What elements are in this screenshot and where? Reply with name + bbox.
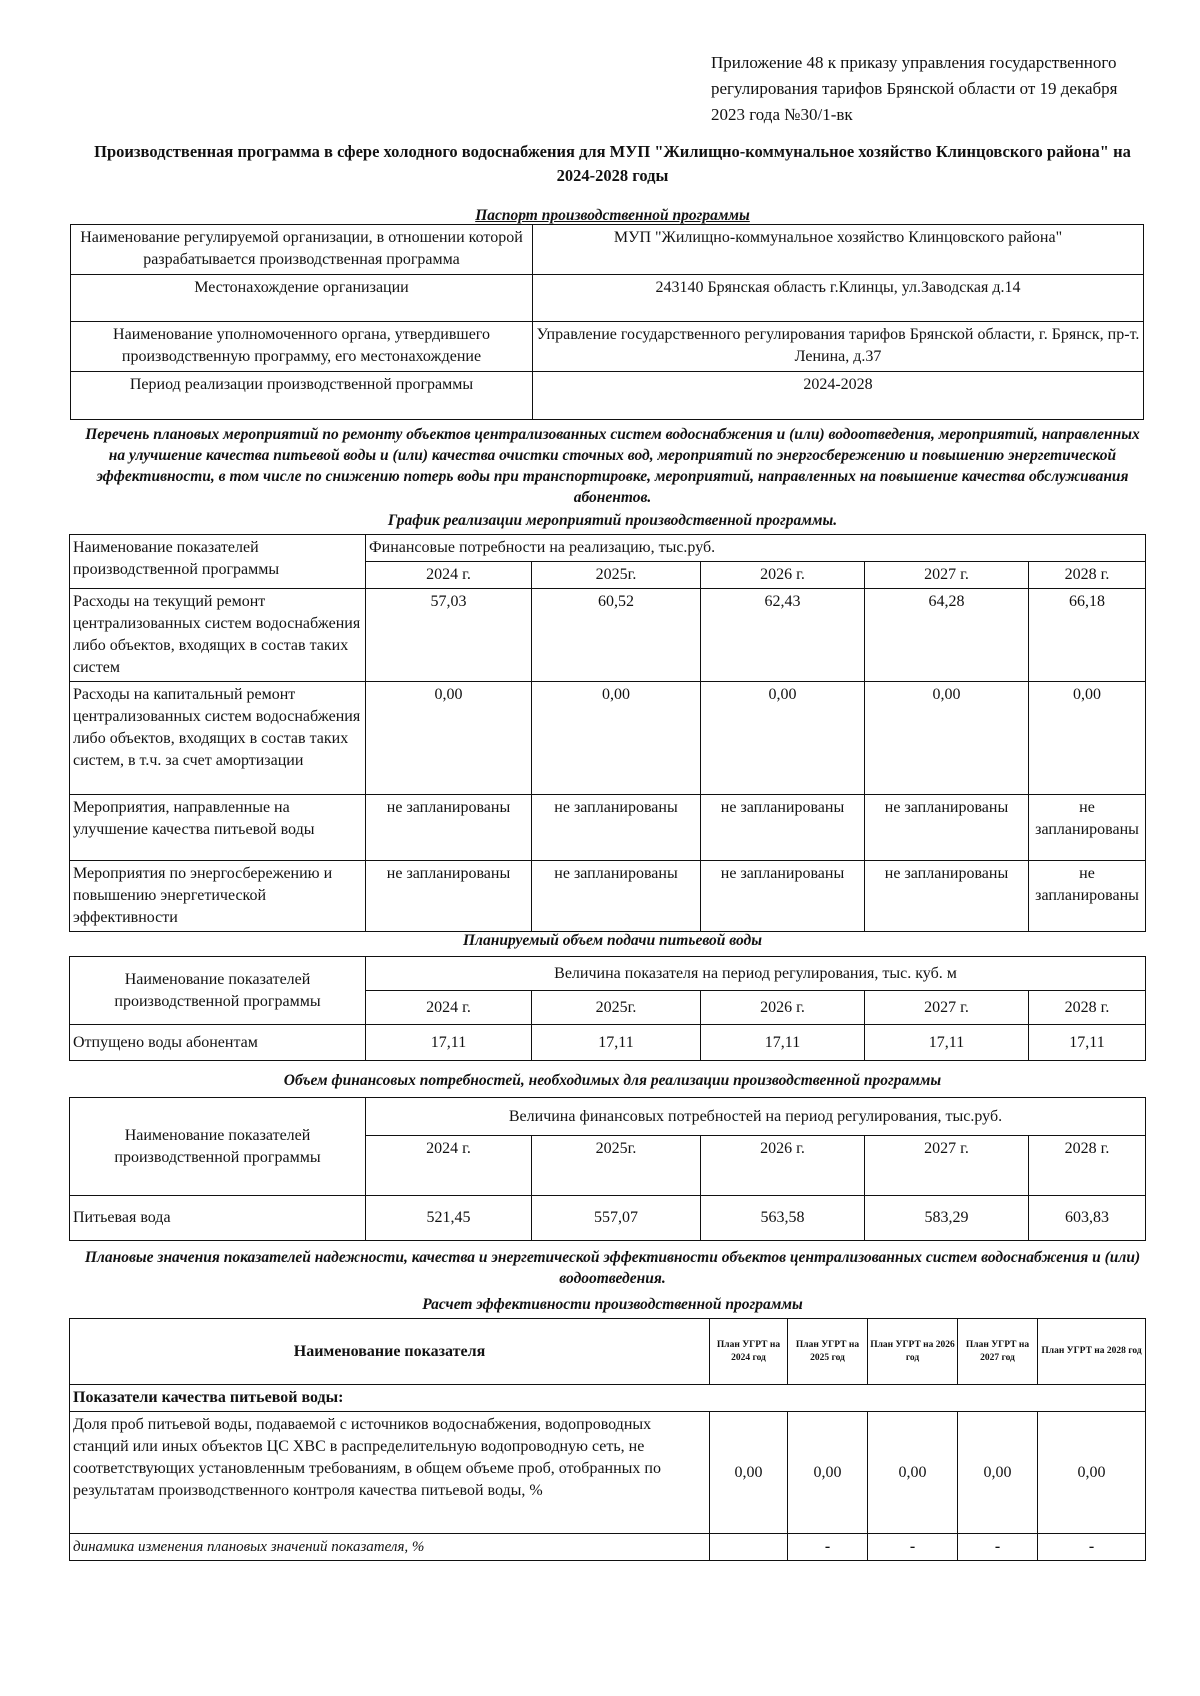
table-row: [70, 1025, 1146, 1061]
measures-subcaption: График реализации мероприятий производственной программы.: [387, 512, 838, 529]
year-header: 2024 г.: [366, 1136, 532, 1196]
plan-header: План УГРТ на 2026 год: [868, 1319, 958, 1385]
passport-label: Наименование уполномоченного органа, утвердившего производственную программу, его местонахождение: [71, 322, 533, 372]
table-cell: не запланированы: [366, 795, 532, 861]
table-cell: 0,00: [868, 1412, 958, 1534]
measures-caption: Перечень плановых мероприятий по ремонту объектов централизованных систем водоснабжения и (или) водоотведения, мероприятий, направленных на улучшение качества питьевой воды и (или) качества очистки сточных вод, мероприятий по энергосбережению и повышению энергетической эффективности, в том числе по снижению потерь воды при транспортировке, мероприятий, направленных на повышение качества обслуживания абонентов.: [85, 426, 1140, 506]
table-cell: 557,07: [532, 1196, 701, 1241]
row-label: Отпущено воды абонентам: [70, 1025, 366, 1061]
supply-caption: Планируемый объем подачи питьевой воды: [463, 932, 762, 949]
passport-value: 2024-2028: [533, 372, 1144, 420]
table-row: [71, 275, 1144, 322]
appendix-note: Приложение 48 к приказу управления государственного регулирования тарифов Брянской области от 19 декабря 2023 года №30/1-вк: [711, 53, 1118, 124]
table-row: [70, 957, 1146, 991]
row-label: Мероприятия по энергосбережению и повышению энергетической эффективности: [70, 861, 366, 932]
column-header: Наименование показателей производственной программы: [70, 1098, 366, 1196]
row-label: Расходы на капитальный ремонт централизованных систем водоснабжения либо объектов, входящих в состав таких систем, в т.ч. за счет амортизации: [70, 682, 366, 795]
table-cell: 0,00: [1029, 682, 1146, 795]
year-header: 2026 г.: [701, 1136, 865, 1196]
table-row: [70, 795, 1146, 861]
table-row: [70, 589, 1146, 682]
year-header: 2026 г.: [701, 991, 865, 1025]
column-group-header: Величина финансовых потребностей на период регулирования, тыс.руб.: [366, 1098, 1146, 1136]
document-title: Производственная программа в сфере холодного водоснабжения для МУП "Жилищно-коммунальное хозяйство Клинцовского района" на 2024-2028 годы: [94, 142, 1131, 185]
indicators-caption: Плановые значения показателей надежности, качества и энергетической эффективности объектов централизованных систем водоснабжения и (или) водоотведения.: [84, 1249, 1141, 1287]
table-cell: -: [1038, 1534, 1146, 1561]
finance-table: [69, 1097, 1146, 1241]
table-cell: 66,18: [1029, 589, 1146, 682]
table-cell: 62,43: [701, 589, 865, 682]
finance-caption: Объем финансовых потребностей, необходимых для реализации производственной программы: [283, 1072, 942, 1089]
year-header: 2028 г.: [1029, 562, 1146, 589]
year-header: 2027 г.: [865, 991, 1029, 1025]
table-cell: 0,00: [701, 682, 865, 795]
row-label: Питьевая вода: [70, 1196, 366, 1241]
year-header: 2027 г.: [865, 1136, 1029, 1196]
table-cell: 17,11: [865, 1025, 1029, 1061]
passport-caption: Паспорт производственной программы: [475, 207, 750, 224]
passport-label: Наименование регулируемой организации, в отношении которой разрабатывается производственная программа: [71, 225, 533, 275]
year-header: 2026 г.: [701, 562, 865, 589]
table-row: [70, 1385, 1146, 1412]
table-cell: не запланированы: [701, 795, 865, 861]
table-cell: 0,00: [865, 682, 1029, 795]
table-row: [70, 1098, 1146, 1136]
passport-label: Местонахождение организации: [71, 275, 533, 322]
row-label: Доля проб питьевой воды, подаваемой с источников водоснабжения, водопроводных станций или иных объектов ЦС ХВС в распределительную водопроводную сеть, не соответствующих установленным требованиям, в общем объеме проб, отобранных по результатам производственного контроля качества питьевой воды, %: [70, 1412, 710, 1534]
year-header: 2028 г.: [1029, 1136, 1146, 1196]
table-cell: -: [788, 1534, 868, 1561]
table-row: [70, 682, 1146, 795]
indicators-table: [69, 1318, 1146, 1561]
table-row: [70, 1534, 1146, 1561]
table-row: [71, 322, 1144, 372]
table-row: [71, 225, 1144, 275]
indicators-subcaption: Расчет эффективности производственной программы: [422, 1296, 803, 1313]
section-heading: Показатели качества питьевой воды:: [70, 1385, 1146, 1412]
year-header: 2025г.: [532, 991, 701, 1025]
year-header: 2028 г.: [1029, 991, 1146, 1025]
row-label: динамика изменения плановых значений показателя, %: [70, 1534, 710, 1561]
table-cell: 17,11: [701, 1025, 865, 1061]
table-cell: не запланированы: [865, 795, 1029, 861]
row-label: Расходы на текущий ремонт централизованных систем водоснабжения либо объектов, входящих в состав таких систем: [70, 589, 366, 682]
row-label: Мероприятия, направленные на улучшение качества питьевой воды: [70, 795, 366, 861]
table-row: [71, 372, 1144, 420]
year-header: 2025г.: [532, 562, 701, 589]
table-row: [70, 1412, 1146, 1534]
year-header: 2024 г.: [366, 562, 532, 589]
table-cell: 0,00: [958, 1412, 1038, 1534]
year-header: 2024 г.: [366, 991, 532, 1025]
measures-table: [69, 534, 1146, 932]
table-cell: 0,00: [1038, 1412, 1146, 1534]
year-header: 2027 г.: [865, 562, 1029, 589]
table-cell: -: [868, 1534, 958, 1561]
table-cell: не запланированы: [532, 861, 701, 932]
table-cell: 57,03: [366, 589, 532, 682]
column-header: Наименование показателя: [70, 1319, 710, 1385]
table-cell: 60,52: [532, 589, 701, 682]
table-cell: 521,45: [366, 1196, 532, 1241]
passport-table: [70, 224, 1144, 420]
column-group-header: Величина показателя на период регулирования, тыс. куб. м: [366, 957, 1146, 991]
table-cell: [710, 1534, 788, 1561]
table-cell: 603,83: [1029, 1196, 1146, 1241]
table-cell: не запланированы: [366, 861, 532, 932]
column-group-header: Финансовые потребности на реализацию, тыс.руб.: [366, 535, 1146, 562]
table-cell: 563,58: [701, 1196, 865, 1241]
passport-label: Период реализации производственной программы: [71, 372, 533, 420]
year-header: 2025г.: [532, 1136, 701, 1196]
column-header: Наименование показателей производственной программы: [70, 957, 366, 1025]
plan-header: План УГРТ на 2025 год: [788, 1319, 868, 1385]
plan-header: План УГРТ на 2027 год: [958, 1319, 1038, 1385]
plan-header: План УГРТ на 2024 год: [710, 1319, 788, 1385]
table-cell: не запланированы: [532, 795, 701, 861]
table-cell: 17,11: [1029, 1025, 1146, 1061]
table-row: [70, 861, 1146, 932]
supply-table: [69, 956, 1146, 1061]
plan-header: План УГРТ на 2028 год: [1038, 1319, 1146, 1385]
table-cell: не запланированы: [1029, 795, 1146, 861]
column-header: Наименование показателей производственной программы: [70, 535, 366, 589]
table-cell: 17,11: [532, 1025, 701, 1061]
table-row: [70, 1196, 1146, 1241]
table-cell: -: [958, 1534, 1038, 1561]
table-row: [70, 1319, 1146, 1385]
table-cell: 17,11: [366, 1025, 532, 1061]
table-cell: 0,00: [710, 1412, 788, 1534]
passport-value: 243140 Брянская область г.Клинцы, ул.Заводская д.14: [533, 275, 1144, 322]
table-cell: 64,28: [865, 589, 1029, 682]
table-cell: 0,00: [788, 1412, 868, 1534]
passport-value: МУП "Жилищно-коммунальное хозяйство Клинцовского района": [533, 225, 1144, 275]
table-cell: не запланированы: [1029, 861, 1146, 932]
table-cell: 0,00: [532, 682, 701, 795]
passport-value: Управление государственного регулирования тарифов Брянской области, г. Брянск, пр-т. Ленина, д.37: [533, 322, 1144, 372]
table-cell: не запланированы: [865, 861, 1029, 932]
table-row: [70, 535, 1146, 562]
table-cell: 583,29: [865, 1196, 1029, 1241]
table-cell: не запланированы: [701, 861, 865, 932]
table-cell: 0,00: [366, 682, 532, 795]
